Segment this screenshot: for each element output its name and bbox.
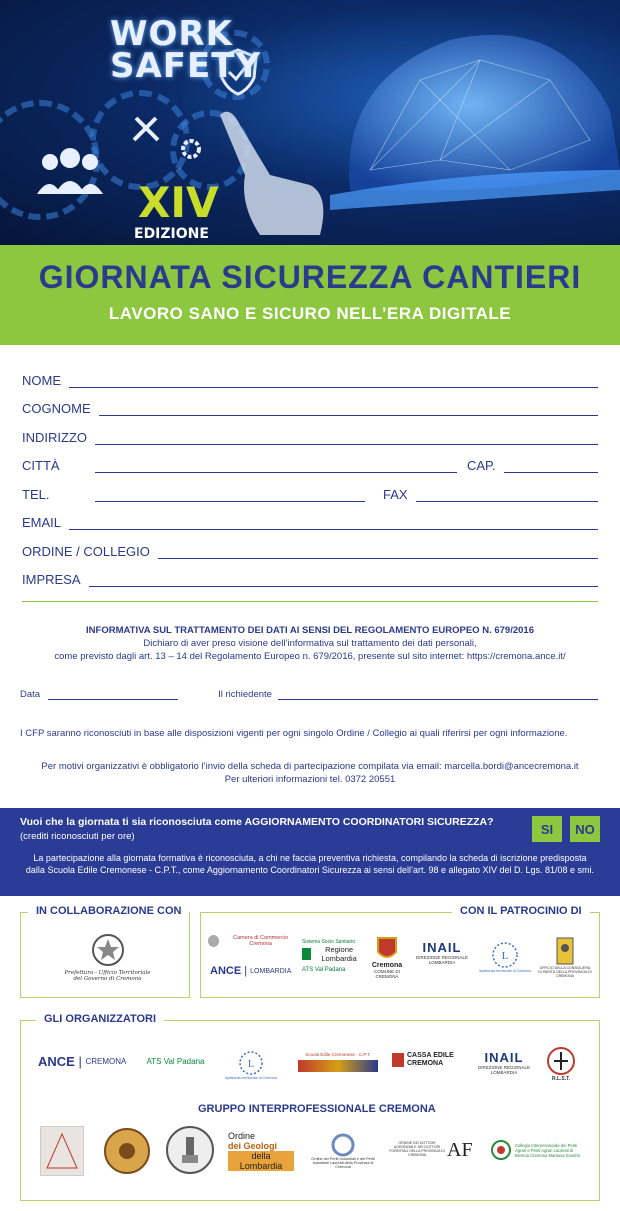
inail2-text: INAIL <box>484 1049 524 1065</box>
citta-field[interactable] <box>95 461 457 473</box>
registration-form <box>0 345 620 587</box>
inail-sub: DIREZIONE REGIONALE LOMBARDIA <box>415 954 468 965</box>
ance-cr-a: ANCE <box>38 1053 75 1069</box>
email-label: EMAIL <box>22 515 62 530</box>
periti-agrari-logo <box>490 1130 590 1170</box>
af-icon <box>445 1134 473 1164</box>
privacy-line-1: Dichiaro di aver preso visione dell’informativa sul trattamento dei dati personali, <box>143 638 477 649</box>
coordinatori-body-1: La partecipazione alla giornata formativa è riconosciuta, a chi ne faccia preventiva richiesta, compilando la scheda di iscrizione predisposta <box>33 853 587 863</box>
event-title: GIORNATA SICUREZZA CANTIERI <box>38 259 582 295</box>
organizzatori-heading: GLI ORGANIZZATORI <box>36 1013 164 1025</box>
rlst-text: R.L.S.T. <box>551 1076 571 1082</box>
edition-number: XIV <box>138 178 219 227</box>
form-row-citta <box>22 445 598 474</box>
coordinatori-question: Vuoi che la giornata ti sia riconosciuta come AGGIORNAMENTO COORDINATORI SICUREZZA? <box>20 816 494 828</box>
privacy-title: INFORMATIVA SUL TRATTAMENTO DEI DATI AI SENSI DEL REGOLAMENTO EUROPEO N. 679/2016 <box>86 625 534 636</box>
comune-b: COMUNE DI CREMONA <box>374 968 400 979</box>
contact-note <box>0 760 620 786</box>
ispettorato-logo <box>476 928 534 986</box>
ordine-label: ORDINE / COLLEGIO <box>22 543 150 559</box>
cassa-a: CASSA EDILE <box>407 1052 454 1059</box>
fax-field[interactable] <box>416 490 598 502</box>
regione-b: Regione Lombardia <box>321 945 357 963</box>
ance-lombardia-b: LOMBARDIA <box>250 967 292 975</box>
gruppo-heading: GRUPPO INTERPROFESSIONALE CREMONA <box>198 1103 436 1115</box>
nome-label: NOME <box>22 372 61 388</box>
geologi-logo <box>228 1126 294 1176</box>
data-label: Data <box>20 689 41 700</box>
ispettorato-text: Ispettorato territoriale di Cremona <box>478 969 532 973</box>
ispettorato2-logo <box>222 1042 280 1088</box>
ance-cremona-logo: ANCE | CREMONA <box>38 1053 127 1069</box>
geologi-b: dei Geologi <box>228 1141 278 1151</box>
consigliera-icon <box>555 936 575 966</box>
cassa-icon <box>392 1053 404 1067</box>
partners-area <box>0 896 620 1211</box>
comune-logo <box>366 926 408 988</box>
helmet-graphic <box>330 20 620 220</box>
coordinatori-section <box>0 808 620 896</box>
hand-graphic <box>200 95 340 235</box>
ats-valpadana-logo: ATS Val Padana <box>146 1056 205 1066</box>
scuola-graphic <box>298 1060 378 1072</box>
work-safety-title <box>110 14 262 86</box>
camera-commercio-logo <box>208 930 298 952</box>
comune-a: Cremona <box>371 961 403 969</box>
consigliera-logo <box>538 926 592 988</box>
geologi-c: della Lombardia <box>228 1151 294 1171</box>
ispettorato-icon <box>491 941 519 969</box>
form-row-tel <box>22 473 598 502</box>
indirizzo-field[interactable] <box>95 433 598 445</box>
ordine-field[interactable] <box>158 547 598 559</box>
data-field[interactable] <box>48 692 178 700</box>
regione-logo <box>302 928 364 984</box>
richiedente-label: Il richiedente <box>218 689 272 700</box>
tower-icon <box>179 1135 201 1165</box>
richiedente-field[interactable] <box>278 692 598 700</box>
agronomi-text: ORDINE DEI DOTTORI AGRONOMI E DEI DOTTORI FORESTALI DELLA PROVINCIA DI CREMONA <box>389 1141 445 1157</box>
fax-label: FAX <box>383 486 408 502</box>
scuola-text: Scuola Edile Cremonese - C.P.T. <box>305 1052 371 1057</box>
phone-info: Per ulteriori informazioni tel. 0372 20551 <box>224 774 396 785</box>
camera-icon <box>208 935 219 947</box>
form-row-email <box>22 502 598 531</box>
form-row-cognome <box>22 388 598 417</box>
rlst-icon <box>546 1046 576 1076</box>
ats-text: ATS Val Padana <box>302 967 346 973</box>
ance-cr-b: CREMONA <box>85 1056 127 1066</box>
tel-label: TEL. <box>22 486 50 502</box>
edition-label: EDIZIONE <box>134 226 209 242</box>
title-banner <box>0 245 620 345</box>
privacy-line-2: come previsto dagli art. 13 – 14 del Regolamento Europeo n. 679/2016, presente sul sito internet: https://cremona.ance.it/ <box>54 651 566 662</box>
architetti-logo <box>40 1126 84 1176</box>
email-requirement: Per motivi organizzativi è obbligatorio l’invio della scheda di partecipazione compilata via email: marcella.bordi@ancecremona.it <box>41 761 579 772</box>
svg-text:AF: AF <box>447 1139 473 1161</box>
patrocinio-heading: CON IL PATROCINIO DI <box>452 905 590 917</box>
inail-text: INAIL <box>422 939 462 955</box>
email-field[interactable] <box>69 518 598 530</box>
tools-icon <box>128 110 164 146</box>
yes-button[interactable]: SI <box>532 816 562 842</box>
geologi-a: Ordine <box>228 1131 256 1141</box>
cognome-label: COGNOME <box>22 401 91 416</box>
periti-text: Ordine dei Periti Industriali e dei Periti Industriali Laureati della Provincia di Cremona <box>311 1157 375 1169</box>
prefettura-logo <box>60 924 155 990</box>
cap-field[interactable] <box>504 461 598 473</box>
cap-label: CAP. <box>467 458 496 473</box>
prefettura-text: Prefettura - Ufficio Territoriale del Governo di Cremona <box>64 969 151 982</box>
impresa-label: IMPRESA <box>22 572 81 587</box>
ingegneri-logo <box>104 1128 150 1174</box>
work-text: WORK <box>110 14 233 54</box>
indirizzo-label: INDIRIZZO <box>22 429 87 445</box>
cfp-note: I CFP saranno riconosciuti in base alle disposizioni vigenti per ogni singolo Ordine / Collegio ai quali riferirsi per ogni informazione. <box>20 728 568 739</box>
agronomi-logo <box>386 1124 472 1174</box>
architetti-icon <box>42 1128 82 1174</box>
regione-icon <box>302 948 311 960</box>
ance-lombardia-logo: ANCE | LOMBARDIA <box>210 965 292 977</box>
form-row-nome <box>22 359 598 388</box>
ispettorato2-icon <box>238 1050 264 1076</box>
event-subtitle: LAVORO SANO E SICURO NELL’ERA DIGITALE <box>108 304 512 323</box>
coordinatori-body-2: dalla Scuola Edile Cremonese - C.P.T., come Aggiornamento Coordinatori Sicurezza ai sensi dell’art. 98 e allegato XIV del D. Lgs. 81/08 e smi. <box>25 865 595 875</box>
ispettorato2-text: Ispettorato territoriale di Cremona <box>224 1076 278 1080</box>
ingegneri-icon <box>117 1141 137 1161</box>
camera-text: Camera di Commercio Cremona <box>233 935 289 947</box>
form-row-impresa <box>22 559 598 588</box>
periti-icon <box>324 1133 362 1157</box>
nome-field[interactable] <box>69 376 598 388</box>
inail2-logo <box>474 1042 534 1082</box>
periti-logo <box>308 1122 378 1180</box>
tel-field[interactable] <box>95 490 365 502</box>
svg-text:L: L <box>501 950 509 962</box>
form-row-indirizzo <box>22 416 598 445</box>
crest-icon <box>376 936 398 962</box>
agrari-icon <box>490 1139 512 1161</box>
cassa-b: CREMONA <box>407 1060 444 1067</box>
impresa-field[interactable] <box>89 575 598 587</box>
consigliera-text: UFFICIO DELLA CONSIGLIERA DI PARITÀ DELLA PROVINCIA DI CREMONA <box>538 966 592 978</box>
inail2-sub: DIREZIONE REGIONALE LOMBARDIA <box>477 1064 530 1075</box>
cognome-field[interactable] <box>99 404 598 416</box>
workers-icon <box>35 138 105 196</box>
scuola-edile-logo <box>294 1046 382 1078</box>
citta-label: CITTÀ <box>22 458 60 473</box>
svg-text:L: L <box>247 1059 255 1070</box>
safety-text: SAFETY <box>110 46 262 86</box>
privacy-notice <box>0 624 620 663</box>
rlst-logo <box>542 1040 580 1088</box>
geometri-logo <box>166 1126 214 1174</box>
form-row-ordine <box>22 530 598 559</box>
regione-a: Sistema Socio Sanitario <box>302 939 356 945</box>
ance-lombardia-a: ANCE <box>210 965 242 977</box>
collab-heading: IN COLLABORAZIONE CON <box>28 905 189 917</box>
cassa-edile-logo <box>392 1046 462 1074</box>
divider <box>22 601 598 602</box>
coordinatori-sub: (crediti riconosciuti per ore) <box>20 831 135 842</box>
agrari-text: Collegio Interprovinciale dei Periti Agrari e Periti Agrari Laureati di Brescia Cremona Mantova Sondrio <box>515 1142 581 1158</box>
hero-image <box>0 0 620 245</box>
no-button[interactable]: NO <box>570 816 600 842</box>
inail-logo <box>412 932 472 972</box>
emblem-icon <box>91 933 125 967</box>
signature-row <box>20 689 598 700</box>
